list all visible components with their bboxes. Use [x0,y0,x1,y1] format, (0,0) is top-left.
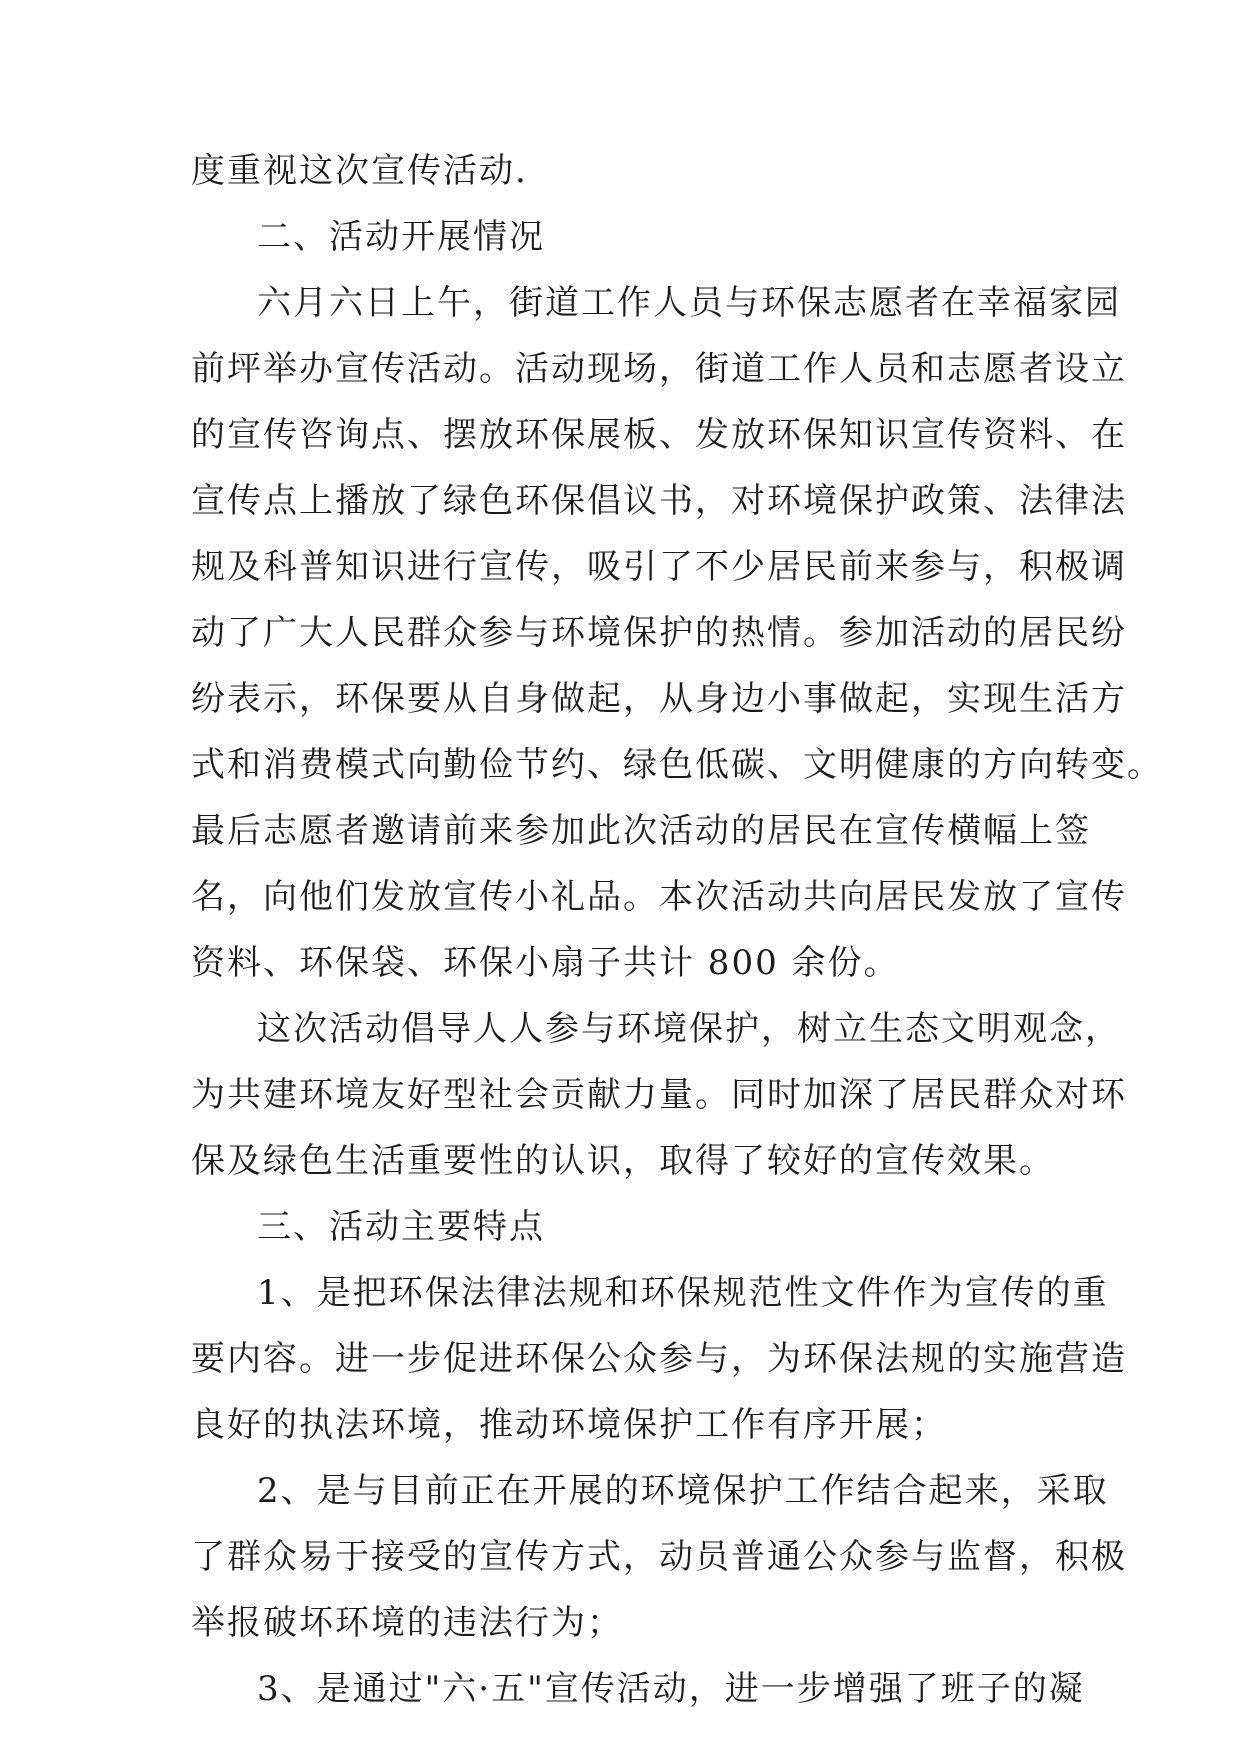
text-line: 最后志愿者邀请前来参加此次活动的居民在宣传横幅上签 [191,811,1091,851]
text-line: 良好的执法环境，推动环境保护工作有序开展； [191,1405,947,1445]
text-line: 了群众易于接受的宣传方式，动员普通公众参与监督，积极 [191,1537,1127,1577]
section-heading: 二、活动开展情况 [257,217,545,257]
text-line: 2、是与目前正在开展的环境保护工作结合起来，采取 [257,1471,1109,1511]
text-line: 宣传点上播放了绿色环保倡议书，对环境保护政策、法律法 [191,481,1127,521]
text-line: 1、是把环保法律法规和环保规范性文件作为宣传的重 [257,1273,1109,1313]
text-line: 度重视这次宣传活动. [191,151,528,191]
text-line: 为共建环境友好型社会贡献力量。同时加深了居民群众对环 [191,1075,1127,1115]
text-line: 3、是通过"六·五"宣传活动，进一步增强了班子的凝 [257,1669,1085,1709]
text-line: 前坪举办宣传活动。活动现场，街道工作人员和志愿者设立 [191,349,1127,389]
text-line: 的宣传咨询点、摆放环保展板、发放环保知识宣传资料、在 [191,415,1127,455]
text-line: 规及科普知识进行宣传，吸引了不少居民前来参与，积极调 [191,547,1127,587]
text-line: 这次活动倡导人人参与环境保护，树立生态文明观念， [257,1009,1121,1049]
text-line: 六月六日上午，街道工作人员与环保志愿者在幸福家园 [257,283,1121,323]
section-heading: 三、活动主要特点 [257,1207,545,1247]
text-line: 动了广大人民群众参与环境保护的热情。参加活动的居民纷 [191,613,1127,653]
text-line: 纷表示，环保要从自身做起，从身边小事做起，实现生活方 [191,679,1127,719]
text-line: 资料、环保袋、环保小扇子共计 800 余份。 [191,943,900,983]
text-line: 式和消费模式向勤俭节约、绿色低碳、文明健康的方向转变。 [191,745,1163,785]
text-line: 保及绿色生活重要性的认识，取得了较好的宣传效果。 [191,1141,1055,1181]
text-line: 要内容。进一步促进环保公众参与，为环保法规的实施营造 [191,1339,1127,1379]
text-line: 名，向他们发放宣传小礼品。本次活动共向居民发放了宣传 [191,877,1127,917]
text-line: 举报破坏环境的违法行为； [191,1603,623,1643]
